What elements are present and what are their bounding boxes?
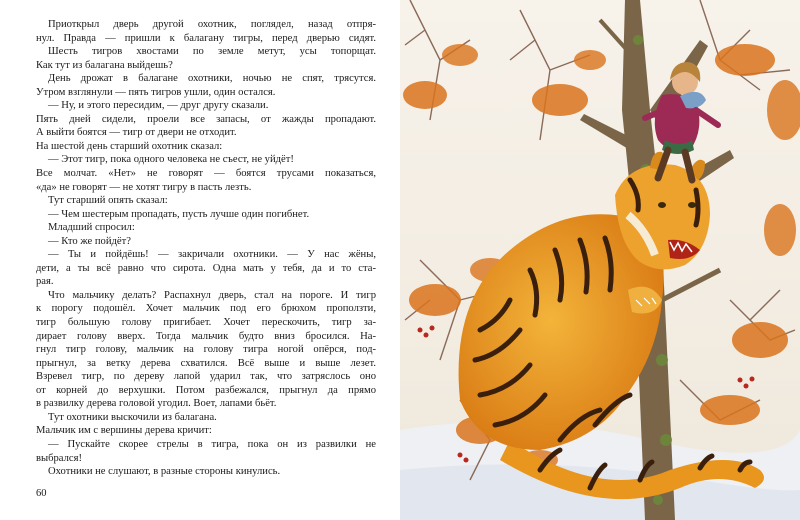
text-line: Что мальчику делать? Распахнул дверь, стал на пороге. И тигр	[48, 289, 376, 301]
text-line: — Пускайте скорее стрелы в тигра, пока он из развилки не	[48, 438, 376, 450]
text-line: рая.	[36, 276, 54, 288]
tiger-in-tree-illustration	[400, 0, 800, 520]
text-line: Все молчат. «Нет» не говорят — боятся трусами показаться,	[36, 168, 376, 180]
right-page	[400, 0, 800, 520]
text-line: — Ты и пойдёшь! — закричали охотники. — У нас жёны,	[48, 249, 376, 261]
text-line: дети, а ты всё равно что сирота. Одна мать у тебя, да и то ста-	[36, 262, 376, 274]
text-line: «да» не говорят — не хотят тигру в пасть лезть.	[36, 181, 252, 193]
text-line: Тут охотники выскочили из балагана.	[48, 411, 217, 423]
text-line: в развилку дерева головой угодил. Воет, лапами бьёт.	[36, 398, 277, 410]
text-line: дирает голову вверх. Тогда мальчик будто вниз бросился. На-	[36, 330, 376, 342]
text-line: выбрался!	[36, 452, 82, 464]
text-line: Охотники не слушают, в разные стороны кинулись.	[48, 466, 281, 478]
text-line: Взревел тигр, по дереву лапой ударил так, что затряслось оно	[36, 371, 376, 383]
text-line: Шесть тигров хвостами по земле метут, усы топорщат.	[48, 46, 376, 58]
text-line: — Кто же пойдёт?	[48, 235, 131, 247]
text-line: — Этот тигр, пока одного человека не съест, не уйдёт!	[48, 154, 294, 166]
text-line: День дрожат в балагане охотники, ночью не спят, трясутся.	[48, 73, 376, 85]
text-line: к порогу подошёл. Хочет мальчик под его брюхом проползти,	[36, 303, 376, 315]
story-text	[36, 18, 376, 479]
text-line: гнул тигр голову, мальчик на голову тигра ногой опёрся, под-	[36, 344, 376, 356]
text-line: — Ну, и этого пересидим, — друг другу сказали.	[48, 100, 269, 112]
text-line: Пять дней сидели, проели все запасы, от жажды пропадают.	[36, 113, 376, 125]
text-line: прыгнул, за ветку дерева схватился. Всё выше и выше лезет.	[36, 357, 376, 369]
text-line: А выйти боятся — тигр от двери не отходит.	[36, 127, 237, 139]
text-line: — Чем шестерым пропадать, пусть лучше один погибнет.	[48, 208, 310, 220]
text-line: Мальчик им с вершины дерева кричит:	[36, 425, 212, 437]
text-line: Утром взглянули — пять тигров ушли, один остался.	[36, 86, 276, 98]
tiger-eye	[658, 202, 666, 208]
page-number: 60	[36, 488, 47, 499]
text-line: Младший спросил:	[48, 222, 135, 234]
text-line: Тут старший опять сказал:	[48, 195, 168, 207]
text-line: нул. Правда — пришли к балагану тигры, перед дверью сидят.	[36, 32, 376, 44]
text-line: Приоткрыл дверь другой охотник, поглядел, назад отпря-	[48, 19, 376, 30]
text-line: Как тут из балагана выйдешь?	[36, 59, 173, 71]
text-line: от корней до верхушки. Потом разбежался, прыгнул да прямо	[36, 384, 376, 396]
text-line: На шестой день старший охотник сказал:	[36, 140, 223, 152]
text-line: тигр большую голову пригибает. Хочет перескочить, тигр за-	[36, 317, 376, 329]
